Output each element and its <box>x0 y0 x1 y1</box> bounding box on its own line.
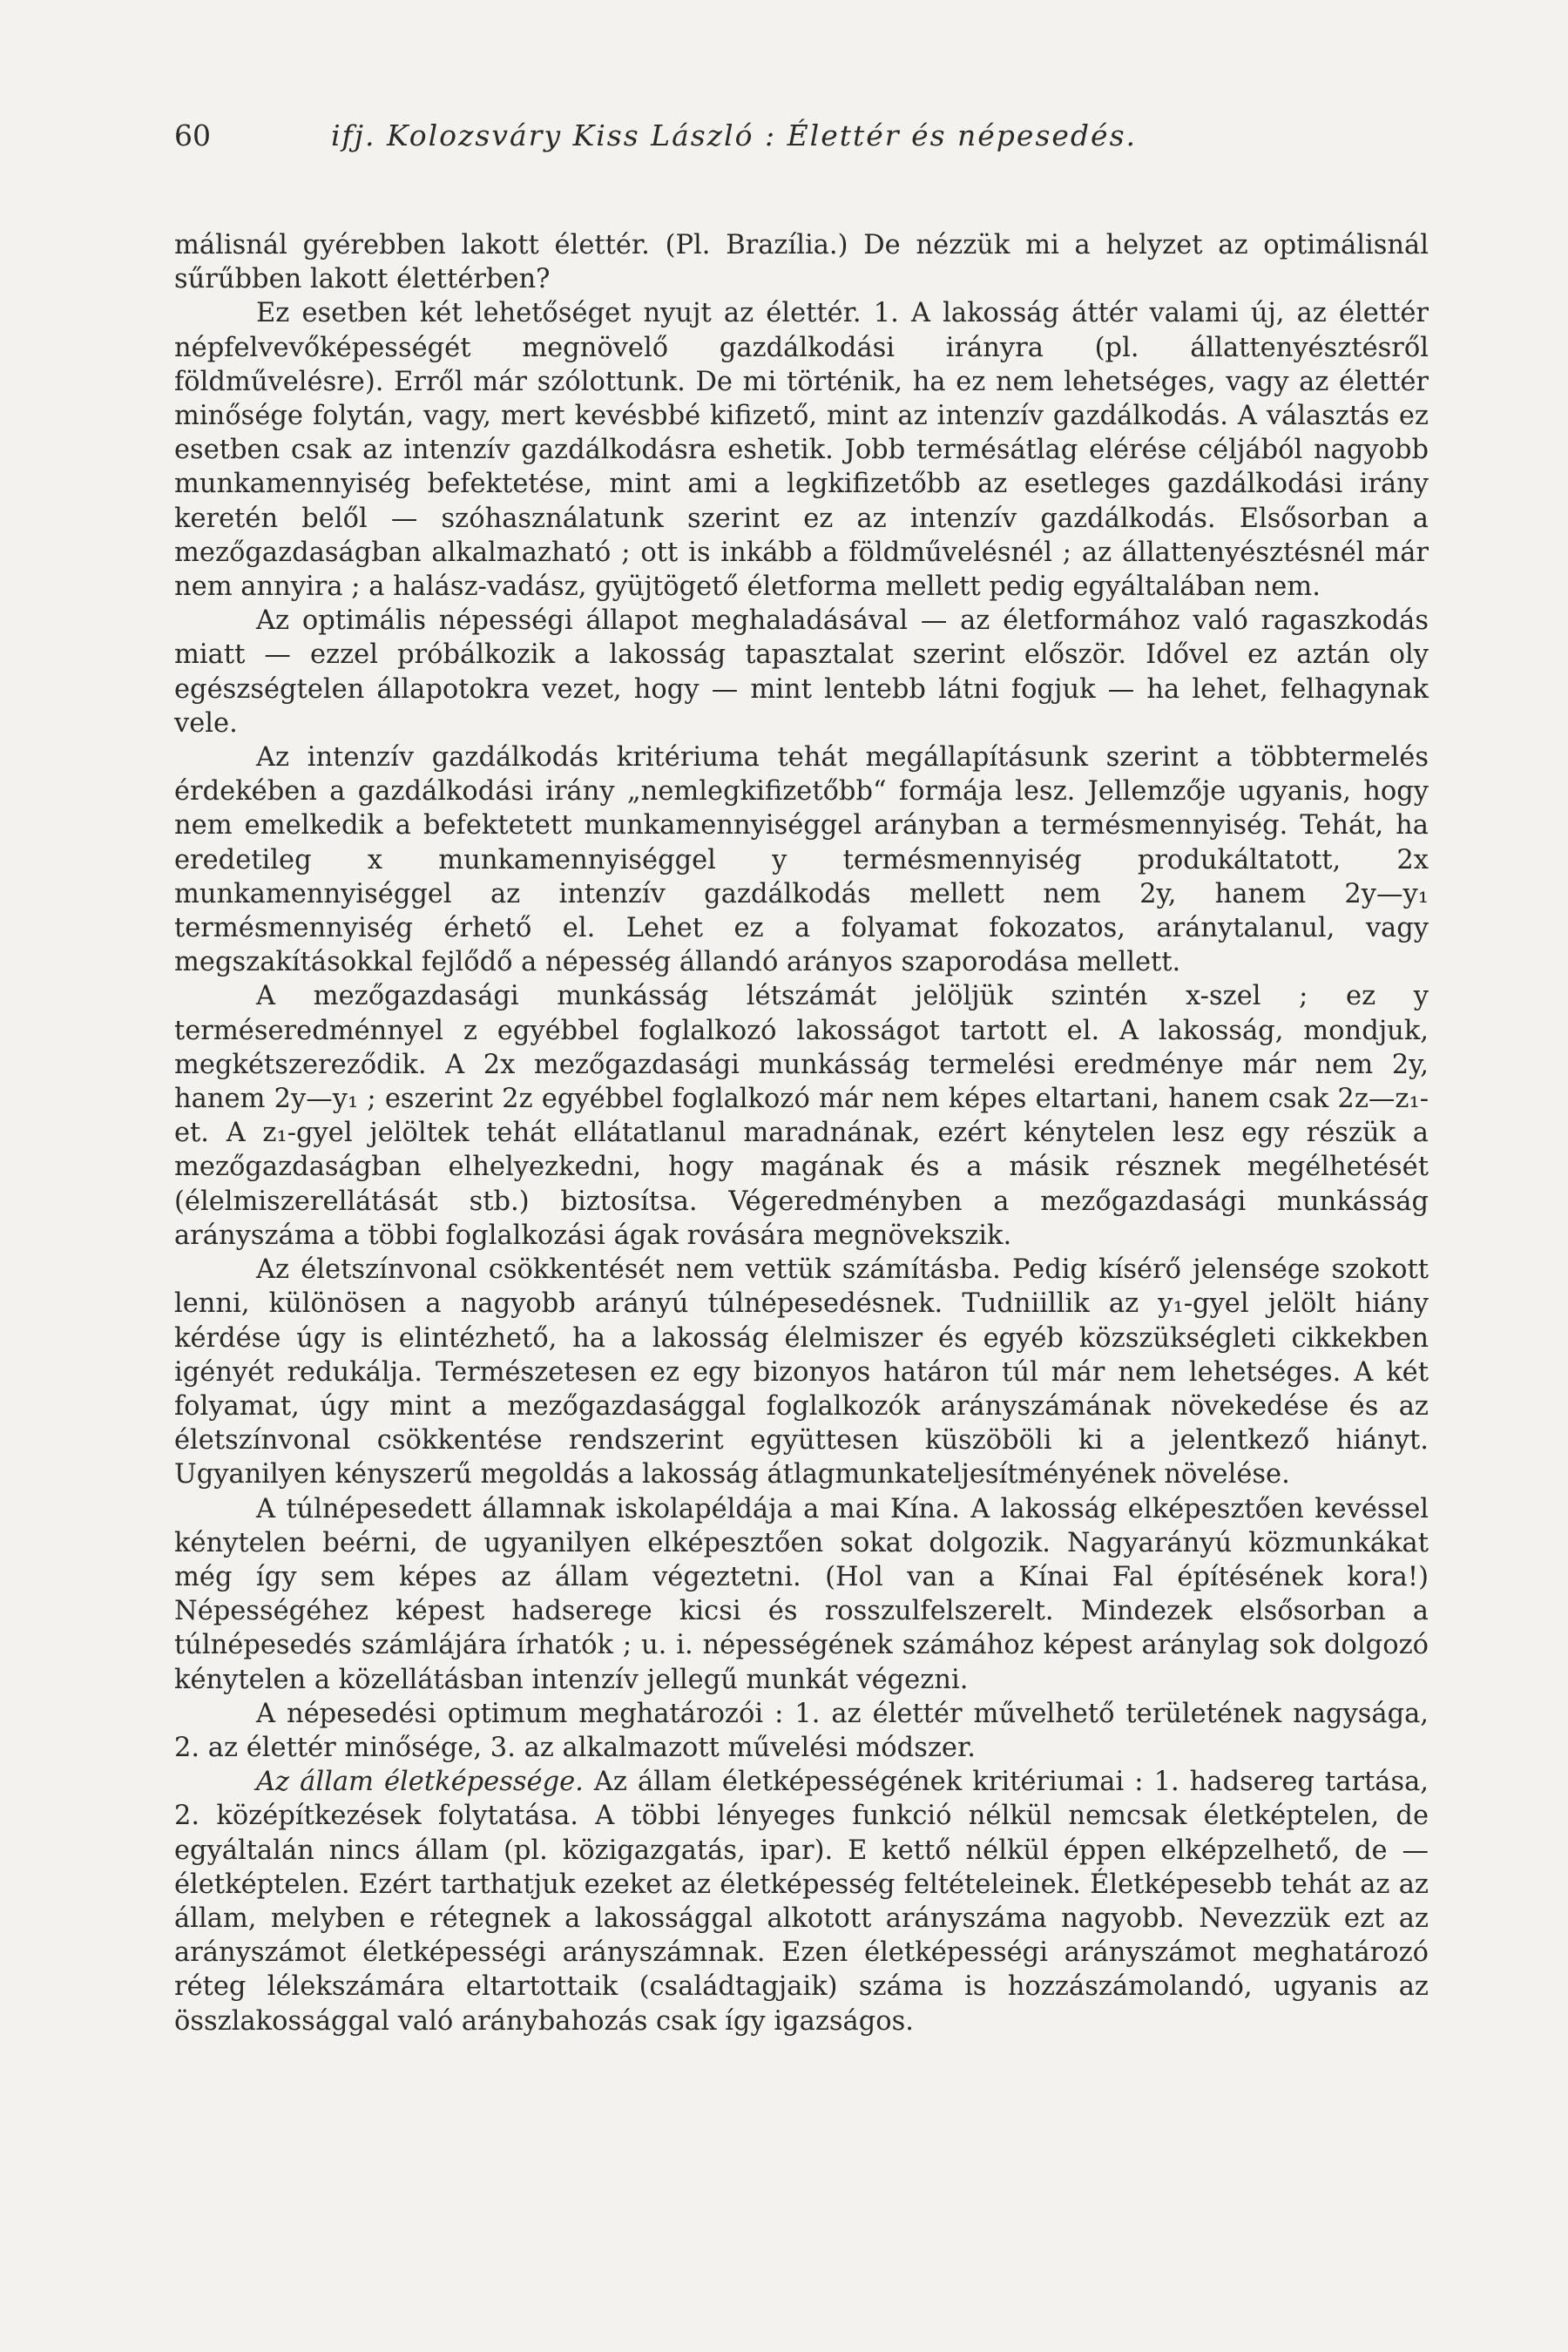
paragraph: A népesedési optimum meghatározói : 1. az élettér művelhető területének nagysága, 2. az élettér minősége, 3. az alkalmazott művelési módszer. <box>174 1698 1429 1763</box>
paragraph <box>174 1765 1429 2038</box>
paragraph: Ez esetben két lehetőséget nyujt az élettér. 1. A lakosság áttér valami új, az élettér népfelvevőképességét megnövelő gazdálkodási irányra (pl. állattenyésztésről földművelésre). Erről már szólottunk. De mi történik, ha ez nem lehetséges, vagy az élettér minősége folytán, vagy, mert kevésbbé kifizető, mint az intenzív gazdálkodás. A választás ez esetben csak az intenzív gazdálkodásra eshetik. Jobb termésátlag elérése céljából nagyobb munkamennyiség befektetése, mint ami a legkifizetőbb az esetleges gazdálkodási irány keretén belől — szóhasználatunk szerint ez az intenzív gazdálkodás. Elsősorban a mezőgazdaságban alkalmazható ; ott is inkább a földművelésnél ; az állattenyésztésnél már nem annyira ; a halász-vadász, gyüjtögető életforma mellett pedig egyáltalában nem. <box>174 298 1429 603</box>
body-text <box>174 228 1429 2038</box>
paragraph: málisnál gyérebben lakott élettér. (Pl. Brazília.) De nézzük mi a helyzet az optimálisnál sűrűbben lakott élettérben? <box>174 230 1429 295</box>
page-number: 60 <box>174 118 211 152</box>
paragraph: A túlnépesedett államnak iskolapéldája a mai Kína. A lakosság elképesztően kevéssel kénytelen beérni, de ugyanilyen elképesztően sokat dolgozik. Nagyarányú közmunkákat még így sem képes az állam végeztetni. (Hol van a Kínai Fal építésének kora!) Népességéhez képest hadserege kicsi és rosszulfelszerelt. Mindezek elsősorban a túlnépesedés számlájára írhatók ; u. i. népességének számához képest aránylag sok dolgozó kénytelen a közellátásban intenzív jellegű munkát végezni. <box>174 1493 1429 1695</box>
paragraph: Az életszínvonal csökkentését nem vettük számításba. Pedig kísérő jelensége szokott lenni, különösen a nagyobb arányú túlnépesedésnek. Tudniillik az y₁-gyel jelölt hiány kérdése úgy is elintézhető, ha a lakosság élelmiszer és egyéb közszükségleti cikkekben igényét redukálja. Természetesen ez egy bizonyos határon túl már nem lehetséges. A két folyamat, úgy mint a mezőgazdasággal foglalkozók arányszámának növekedése és az életszínvonal csökkentése rendszerint együttesen küszöböli ki a jelentkező hiányt. Ugyanilyen kényszerű megoldás a lakosság átlagmunkateljesítményének növelése. <box>174 1254 1429 1490</box>
paragraph: Az intenzív gazdálkodás kritériuma tehát megállapításunk szerint a többtermelés érdekében a gazdálkodási irány „nemlegkifizetőbb“ formája lesz. Jellemzője ugyanis, hogy nem emelkedik a befektetett munkamennyiséggel arányban a termésmennyiség. Tehát, ha eredetileg x munkamennyiséggel y termésmennyiség produkáltatott, 2x munkamennyiséggel az intenzív gazdálkodás mellett nem 2y, hanem 2y—y₁ termésmennyiség érhető el. Lehet ez a folyamat fokozatos, aránytalanul, vagy megszakításokkal fejlődő a népesség állandó arányos szaporodása mellett. <box>174 742 1429 978</box>
running-head: ifj. Kolozsváry Kiss László : Élettér és népesedés. <box>331 118 1138 152</box>
paragraph: Az optimális népességi állapot meghaladásával — az életformához való ragaszkodás miatt — ezzel próbálkozik a lakosság tapasztalat szerint először. Idővel ez aztán oly egészségtelen állapotokra vezet, hogy — mint lentebb látni fogjuk — ha lehet, felhagynak vele. <box>174 605 1429 739</box>
paragraph: A mezőgazdasági munkásság létszámát jelöljük szintén x-szel ; ez y terméseredménnyel z egyébbel foglalkozó lakosságot tartott el. A lakosság, mondjuk, megkétszereződik. A 2x mezőgazdasági munkásság termelési eredménye már nem 2y, hanem 2y—y₁ ; eszerint 2z egyébbel foglalkozó már nem képes eltartani, hanem csak 2z—z₁-et. A z₁-gyel jelöltek tehát ellátatlanul maradnának, ezért kénytelen lesz egy részük a mezőgazdaságban elhelyezkedni, hogy magának és a másik résznek megélhetését (élelmiszerellátását stb.) biztosítsa. Végeredményben a mezőgazdasági munkásság arányszáma a többi foglalkozási ágak rovására megnövekszik. <box>174 981 1429 1251</box>
page-header <box>174 118 1429 171</box>
section-lead: Az állam életképessége. <box>256 1767 584 1798</box>
paragraph-text: Az állam életképességének kritériumai : 1. hadsereg tartása, 2. középítkezések folytatása. A többi lényeges funkció nélkül nemcsak életképtelen, de egyáltalán nincs állam (pl. közigazgatás, ipar). E kettő nélkül éppen elképzelhető, de — életképtelen. Ezért tarthatjuk ezeket az életképesség feltételeinek. Életképesebb tehát az az állam, melyben e rétegnek a lakossággal alkotott arányszáma nagyobb. Nevezzük ezt az arányszámot életképességi arányszámnak. Ezen életképességi arányszámot meghatározó réteg lélekszámára eltartottaik (családtagjaik) száma is hozzászámolandó, ugyanis az összlakossággal való aránybahozás csak így igazságos. <box>174 1767 1429 2037</box>
